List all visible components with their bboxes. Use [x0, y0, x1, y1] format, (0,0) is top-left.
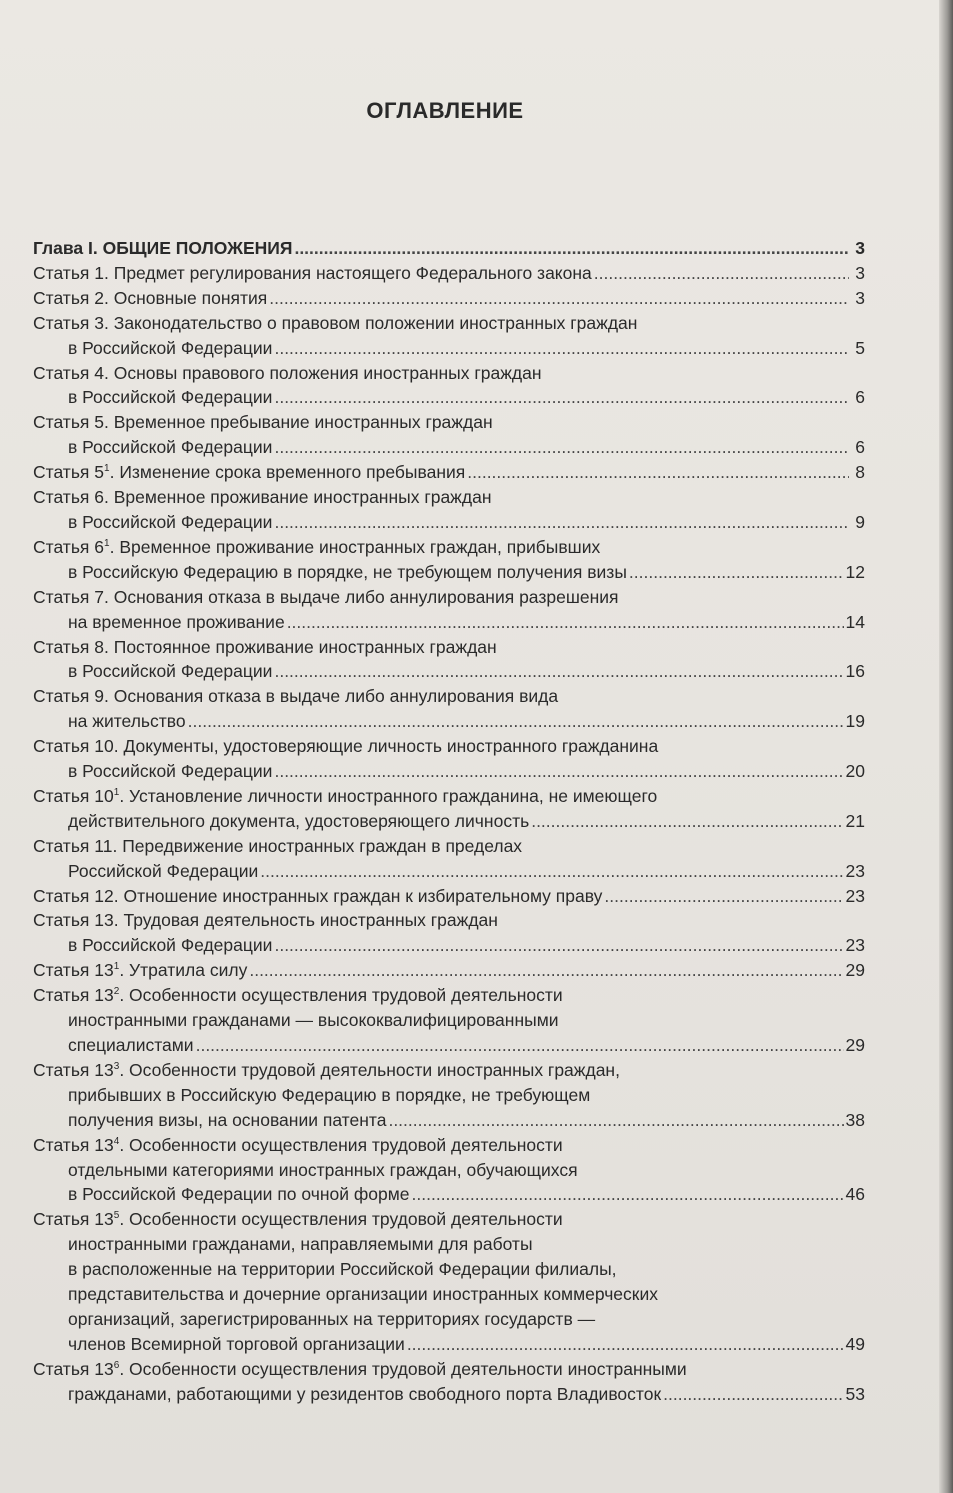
toc-line-body: Особенности осуществления трудовой деятельности: [129, 985, 563, 1006]
toc-line: [33, 1133, 865, 1158]
toc-line: [33, 1257, 865, 1282]
toc-line-body: гражданами, работающими у резидентов свободного порта Владивосток: [68, 1383, 662, 1404]
toc-entry[interactable]: [33, 684, 865, 734]
toc-line-text: Статья $13^2$. Особенности осуществления трудовой деятельности: [33, 985, 563, 1006]
toc-line: [33, 908, 865, 933]
toc-line: [33, 1232, 865, 1257]
toc-line-body: Основания отказа в выдаче либо аннулирования разрешения: [113, 586, 619, 607]
toc-line: [33, 759, 865, 784]
toc-line: [33, 261, 865, 286]
toc-line-text: Статья $13^5$. Особенности осуществления трудовой деятельности: [33, 1209, 563, 1230]
toc-line-text: [33, 884, 602, 909]
article-label: Статья 13: [33, 960, 114, 981]
article-label: Статья 13: [33, 1134, 114, 1155]
toc-line-body: в Российской Федерации по очной форме: [68, 1184, 410, 1205]
toc-line-text: Статья $6^1$. Временное проживание иностранных граждан, прибывших: [33, 536, 601, 557]
page-number: 3: [855, 238, 865, 258]
toc-line-text: Статья $13^1$. Утратила силу: [33, 960, 248, 981]
toc-entry[interactable]: [33, 908, 865, 958]
toc-entry[interactable]: [33, 460, 865, 485]
page-number: 8: [855, 462, 865, 483]
page-number: 49: [845, 1333, 865, 1354]
toc-line: [33, 1033, 865, 1058]
toc-line: [33, 460, 865, 485]
article-label: Статья 1.: [33, 262, 109, 283]
dot-leader: [274, 933, 843, 958]
article-superscript: 6: [113, 1359, 120, 1371]
dot-leader: [188, 709, 844, 734]
toc-line-text: [68, 1108, 386, 1133]
toc-line: [33, 1058, 865, 1083]
dot-leader: [274, 759, 843, 784]
toc-line-text: [33, 485, 492, 510]
toc-line-body: специалистами: [68, 1035, 194, 1055]
toc-line: [33, 1382, 865, 1407]
toc-line-body: Временное проживание иностранных граждан, прибывших: [119, 536, 601, 557]
dot-leader: [274, 336, 849, 361]
table-of-contents: [33, 236, 865, 1407]
toc-line-text: [68, 1158, 578, 1183]
dot-leader: [388, 1108, 843, 1133]
toc-line-text: [68, 435, 272, 460]
toc-entry[interactable]: [33, 1058, 865, 1133]
toc-line-body: Российской Федерации: [68, 860, 259, 881]
toc-line-body: в Российской Федерации: [68, 661, 273, 682]
toc-entry[interactable]: [33, 535, 865, 585]
toc-line: [33, 311, 865, 336]
toc-line-text: [68, 759, 272, 784]
dot-leader: [274, 385, 849, 410]
page-number: 3: [855, 287, 865, 308]
dot-leader: [269, 286, 849, 311]
toc-line: [33, 1332, 865, 1357]
toc-line-text: [33, 236, 292, 261]
toc-line-text: [68, 1033, 194, 1058]
article-label: Статья 10.: [33, 736, 119, 757]
toc-line-body: Утратила силу: [129, 960, 248, 981]
toc-line-body: прибывших в Российскую Федерацию в порядке, не требующем: [68, 1084, 591, 1105]
toc-entry[interactable]: [33, 311, 865, 361]
toc-line-body: Особенности трудовой деятельности иностранных граждан,: [129, 1059, 620, 1080]
article-label: Статья 6: [33, 536, 105, 557]
toc-line-text: [33, 734, 658, 759]
article-superscript: 1: [113, 786, 120, 798]
toc-line: [33, 1182, 865, 1207]
article-label: Статья 9.: [33, 686, 109, 707]
page-number: 12: [845, 561, 865, 582]
toc-line-body: Передвижение иностранных граждан в пределах: [122, 835, 523, 856]
dot-leader: [287, 610, 844, 635]
dot-leader: [663, 1382, 843, 1407]
toc-line-body: получения визы, на основании патента: [68, 1109, 387, 1130]
page-number: 6: [855, 437, 865, 458]
page-number: 23: [845, 935, 865, 956]
toc-line-body: Изменение срока временного пребывания: [119, 462, 466, 483]
toc-line-body: на временное проживание: [68, 611, 285, 632]
dot-leader: [629, 560, 844, 585]
toc-line: [33, 1158, 865, 1183]
page-number: 3: [855, 262, 865, 283]
toc-line-text: Статья $13^6$. Особенности осуществления трудовой деятельности иностранными: [33, 1358, 687, 1379]
toc-line-text: [33, 261, 592, 286]
toc-line: [33, 1008, 865, 1033]
toc-line-body: в Российской Федерации: [68, 387, 273, 408]
toc-entry[interactable]: [33, 834, 865, 884]
toc-line-body: Глава I. ОБЩИЕ ПОЛОЖЕНИЯ: [33, 238, 293, 258]
toc-line-text: Статья $5^1$. Изменение срока временного пребывания: [33, 462, 466, 483]
page-number: 53: [845, 1383, 865, 1404]
toc-entry[interactable]: [33, 1133, 865, 1208]
toc-line: [33, 784, 865, 809]
page-number: 38: [845, 1109, 865, 1130]
dot-leader: [294, 236, 849, 261]
toc-line-body: Отношение иностранных граждан к избирательному праву: [123, 885, 603, 906]
toc-line: [33, 884, 865, 909]
toc-line-text: [33, 585, 619, 610]
dot-leader: [594, 261, 849, 286]
dot-leader: [604, 884, 843, 909]
article-label: Статья 7.: [33, 586, 109, 607]
toc-line-text: [68, 709, 186, 734]
dot-leader: [407, 1332, 844, 1357]
page-number: 19: [845, 711, 865, 732]
page-number: 20: [845, 761, 865, 782]
page-number: 46: [845, 1184, 865, 1205]
toc-line: [33, 659, 865, 684]
article-superscript: 1: [104, 463, 110, 475]
toc-line-text: [68, 560, 627, 585]
toc-line: [33, 1282, 865, 1307]
dot-leader: [467, 460, 849, 485]
dot-leader: [412, 1182, 844, 1207]
toc-line-body: Особенности осуществления трудовой деятельности иностранными: [129, 1358, 687, 1379]
toc-line: [33, 635, 865, 660]
toc-line-body: Особенности осуществления трудовой деятельности: [129, 1209, 563, 1230]
toc-line: [33, 684, 865, 709]
toc-line-body: Основания отказа в выдаче либо аннулирования вида: [113, 686, 559, 707]
article-label: Статья 13.: [33, 910, 119, 931]
toc-line-text: [68, 336, 272, 361]
toc-line: [33, 709, 865, 734]
article-label: Статья 2.: [33, 287, 109, 308]
toc-entry[interactable]: [33, 485, 865, 535]
toc-line: [33, 834, 865, 859]
toc-line-body: Предмет регулирования настоящего Федерального закона: [113, 262, 592, 283]
toc-entry[interactable]: [33, 361, 865, 411]
toc-line-body: Установление личности иностранного гражданина, не имеющего: [129, 785, 658, 806]
toc-line-body: иностранными гражданами, направляемыми для работы: [68, 1234, 533, 1255]
page-number: 9: [855, 511, 865, 532]
toc-entry[interactable]: [33, 784, 865, 834]
toc-line: [33, 585, 865, 610]
toc-line: [33, 510, 865, 535]
dot-leader: [249, 958, 843, 983]
article-label: Статья 8.: [33, 636, 109, 657]
toc-entry[interactable]: [33, 585, 865, 635]
page-edge-shadow: [939, 0, 953, 1493]
toc-line-text: [33, 834, 522, 859]
toc-line-body: Особенности осуществления трудовой деятельности: [129, 1134, 563, 1155]
article-label: Статья 13: [33, 1059, 114, 1080]
toc-line: [33, 361, 865, 386]
toc-line: [33, 336, 865, 361]
page-number: 5: [855, 337, 865, 358]
toc-line: [33, 1108, 865, 1133]
article-superscript: 2: [113, 986, 120, 998]
toc-line-body: Основы правового положения иностранных граждан: [113, 362, 542, 383]
toc-line-body: Временное проживание иностранных граждан: [113, 487, 492, 508]
toc-line-text: [68, 1332, 405, 1357]
page-number: 23: [845, 885, 865, 906]
toc-line-text: Статья $13^3$. Особенности трудовой деятельности иностранных граждан,: [33, 1059, 620, 1080]
dot-leader: [260, 859, 843, 884]
toc-line-body: в Российской Федерации: [68, 511, 273, 532]
toc-line-body: Законодательство о правовом положении иностранных граждан: [113, 312, 638, 333]
toc-line: [33, 1357, 865, 1382]
page-number: 16: [845, 661, 865, 682]
toc-line: [33, 385, 865, 410]
article-label: Статья 13: [33, 1358, 114, 1379]
toc-line-body: в Российской Федерации: [68, 437, 273, 458]
toc-entry[interactable]: [33, 1357, 865, 1407]
page-number: 29: [845, 960, 865, 981]
dot-leader: [274, 435, 849, 460]
article-label: Статья 13: [33, 985, 114, 1006]
dot-leader: [196, 1033, 844, 1058]
toc-line: [33, 983, 865, 1008]
toc-entry[interactable]: [33, 983, 865, 1058]
toc-line-text: [68, 510, 272, 535]
toc-line-body: представительства и дочерние организации иностранных коммерческих: [68, 1284, 658, 1305]
toc-line-text: [68, 1382, 661, 1407]
toc-line-text: [68, 610, 285, 635]
page-number: 6: [855, 387, 865, 408]
toc-line: [33, 610, 865, 635]
dot-leader: [274, 659, 843, 684]
toc-line-body: Трудовая деятельность иностранных граждан: [123, 910, 498, 931]
toc-line-body: членов Всемирной торговой организации: [68, 1333, 405, 1354]
toc-entry[interactable]: [33, 635, 865, 685]
toc-line: [33, 286, 865, 311]
toc-line-body: в Российской Федерации: [68, 761, 273, 782]
toc-line: [33, 1307, 865, 1332]
toc-line-text: Статья $10^1$. Установление личности иностранного гражданина, не имеющего: [33, 785, 658, 806]
toc-line-text: [68, 1257, 617, 1282]
article-superscript: 5: [113, 1210, 120, 1222]
toc-entry[interactable]: [33, 286, 865, 311]
article-label: Статья 6.: [33, 487, 109, 508]
toc-line: [33, 809, 865, 834]
toc-line-body: в Российскую Федерацию в порядке, не требующем получения визы: [68, 561, 627, 582]
toc-line-text: [33, 311, 637, 336]
page-number: 23: [845, 860, 865, 881]
toc-line-text: [68, 385, 272, 410]
page-number: 14: [845, 611, 865, 632]
toc-entry[interactable]: [33, 410, 865, 460]
toc-line-body: в расположенные на территории Российской Федерации филиалы,: [68, 1259, 617, 1280]
page-number: 21: [845, 810, 865, 831]
toc-line-body: Временное пребывание иностранных граждан: [113, 412, 493, 433]
toc-line: [33, 435, 865, 460]
toc-line-text: [33, 361, 542, 386]
toc-line: [33, 1083, 865, 1108]
toc-entry[interactable]: [33, 884, 865, 909]
toc-line: [33, 236, 865, 261]
toc-line: [33, 1207, 865, 1232]
article-label: Статья 3.: [33, 312, 109, 333]
toc-line-text: [68, 1008, 559, 1033]
toc-line-body: отдельными категориями иностранных граждан, обучающихся: [68, 1159, 578, 1180]
article-label: Статья 5: [33, 462, 105, 483]
toc-line-body: Основные понятия: [113, 287, 268, 308]
article-label: Статья 10: [33, 785, 114, 806]
toc-line-text: [68, 809, 529, 834]
toc-line-text: [68, 1307, 595, 1332]
toc-line-text: [68, 1182, 410, 1207]
toc-line-text: [68, 859, 258, 884]
toc-line: [33, 859, 865, 884]
toc-line-text: [68, 1083, 590, 1108]
toc-entry[interactable]: [33, 261, 865, 286]
toc-line-text: Статья $13^4$. Особенности осуществления трудовой деятельности: [33, 1134, 563, 1155]
toc-entry[interactable]: [33, 958, 865, 983]
toc-line: [33, 933, 865, 958]
toc-line: [33, 560, 865, 585]
article-label: Статья 13: [33, 1209, 114, 1230]
article-label: Статья 11.: [33, 835, 118, 856]
toc-line-text: [68, 1232, 533, 1257]
page-title: ОГЛАВЛЕНИЕ: [366, 98, 524, 123]
toc-entry[interactable]: [33, 734, 865, 784]
toc-line-text: [68, 933, 272, 958]
toc-line-body: на жительство: [68, 711, 186, 732]
article-superscript: 1: [104, 537, 110, 549]
article-superscript: 3: [113, 1060, 120, 1072]
dot-leader: [274, 510, 849, 535]
toc-line-body: Постоянное проживание иностранных граждан: [113, 636, 497, 657]
toc-entry[interactable]: [33, 1207, 865, 1356]
page-number: 29: [845, 1035, 865, 1055]
article-superscript: 1: [113, 961, 120, 973]
article-superscript: 4: [113, 1135, 120, 1147]
article-label: Статья 12.: [33, 885, 119, 906]
toc-chapter[interactable]: [33, 236, 865, 261]
toc-line-text: [68, 659, 272, 684]
toc-line-body: иностранными гражданами — высококвалифицированными: [68, 1010, 559, 1031]
toc-line-text: [33, 908, 498, 933]
toc-line-text: [33, 286, 267, 311]
toc-line: [33, 958, 865, 983]
toc-line-text: [33, 635, 497, 660]
toc-line-text: [33, 684, 558, 709]
article-label: Статья 4.: [33, 362, 109, 383]
toc-line: [33, 485, 865, 510]
dot-leader: [531, 809, 843, 834]
toc-line: [33, 734, 865, 759]
toc-line-text: [33, 410, 493, 435]
toc-line: [33, 535, 865, 560]
article-label: Статья 5.: [33, 412, 109, 433]
toc-line-body: в Российской Федерации: [68, 337, 273, 358]
toc-line: [33, 410, 865, 435]
toc-line-body: действительного документа, удостоверяющего личность: [68, 810, 530, 831]
toc-line-body: организаций, зарегистрированных на территориях государств —: [68, 1308, 596, 1329]
toc-line-text: [68, 1282, 658, 1307]
toc-line-body: в Российской Федерации: [68, 935, 273, 956]
toc-line-body: Документы, удостоверяющие личность иностранного гражданина: [123, 736, 659, 757]
